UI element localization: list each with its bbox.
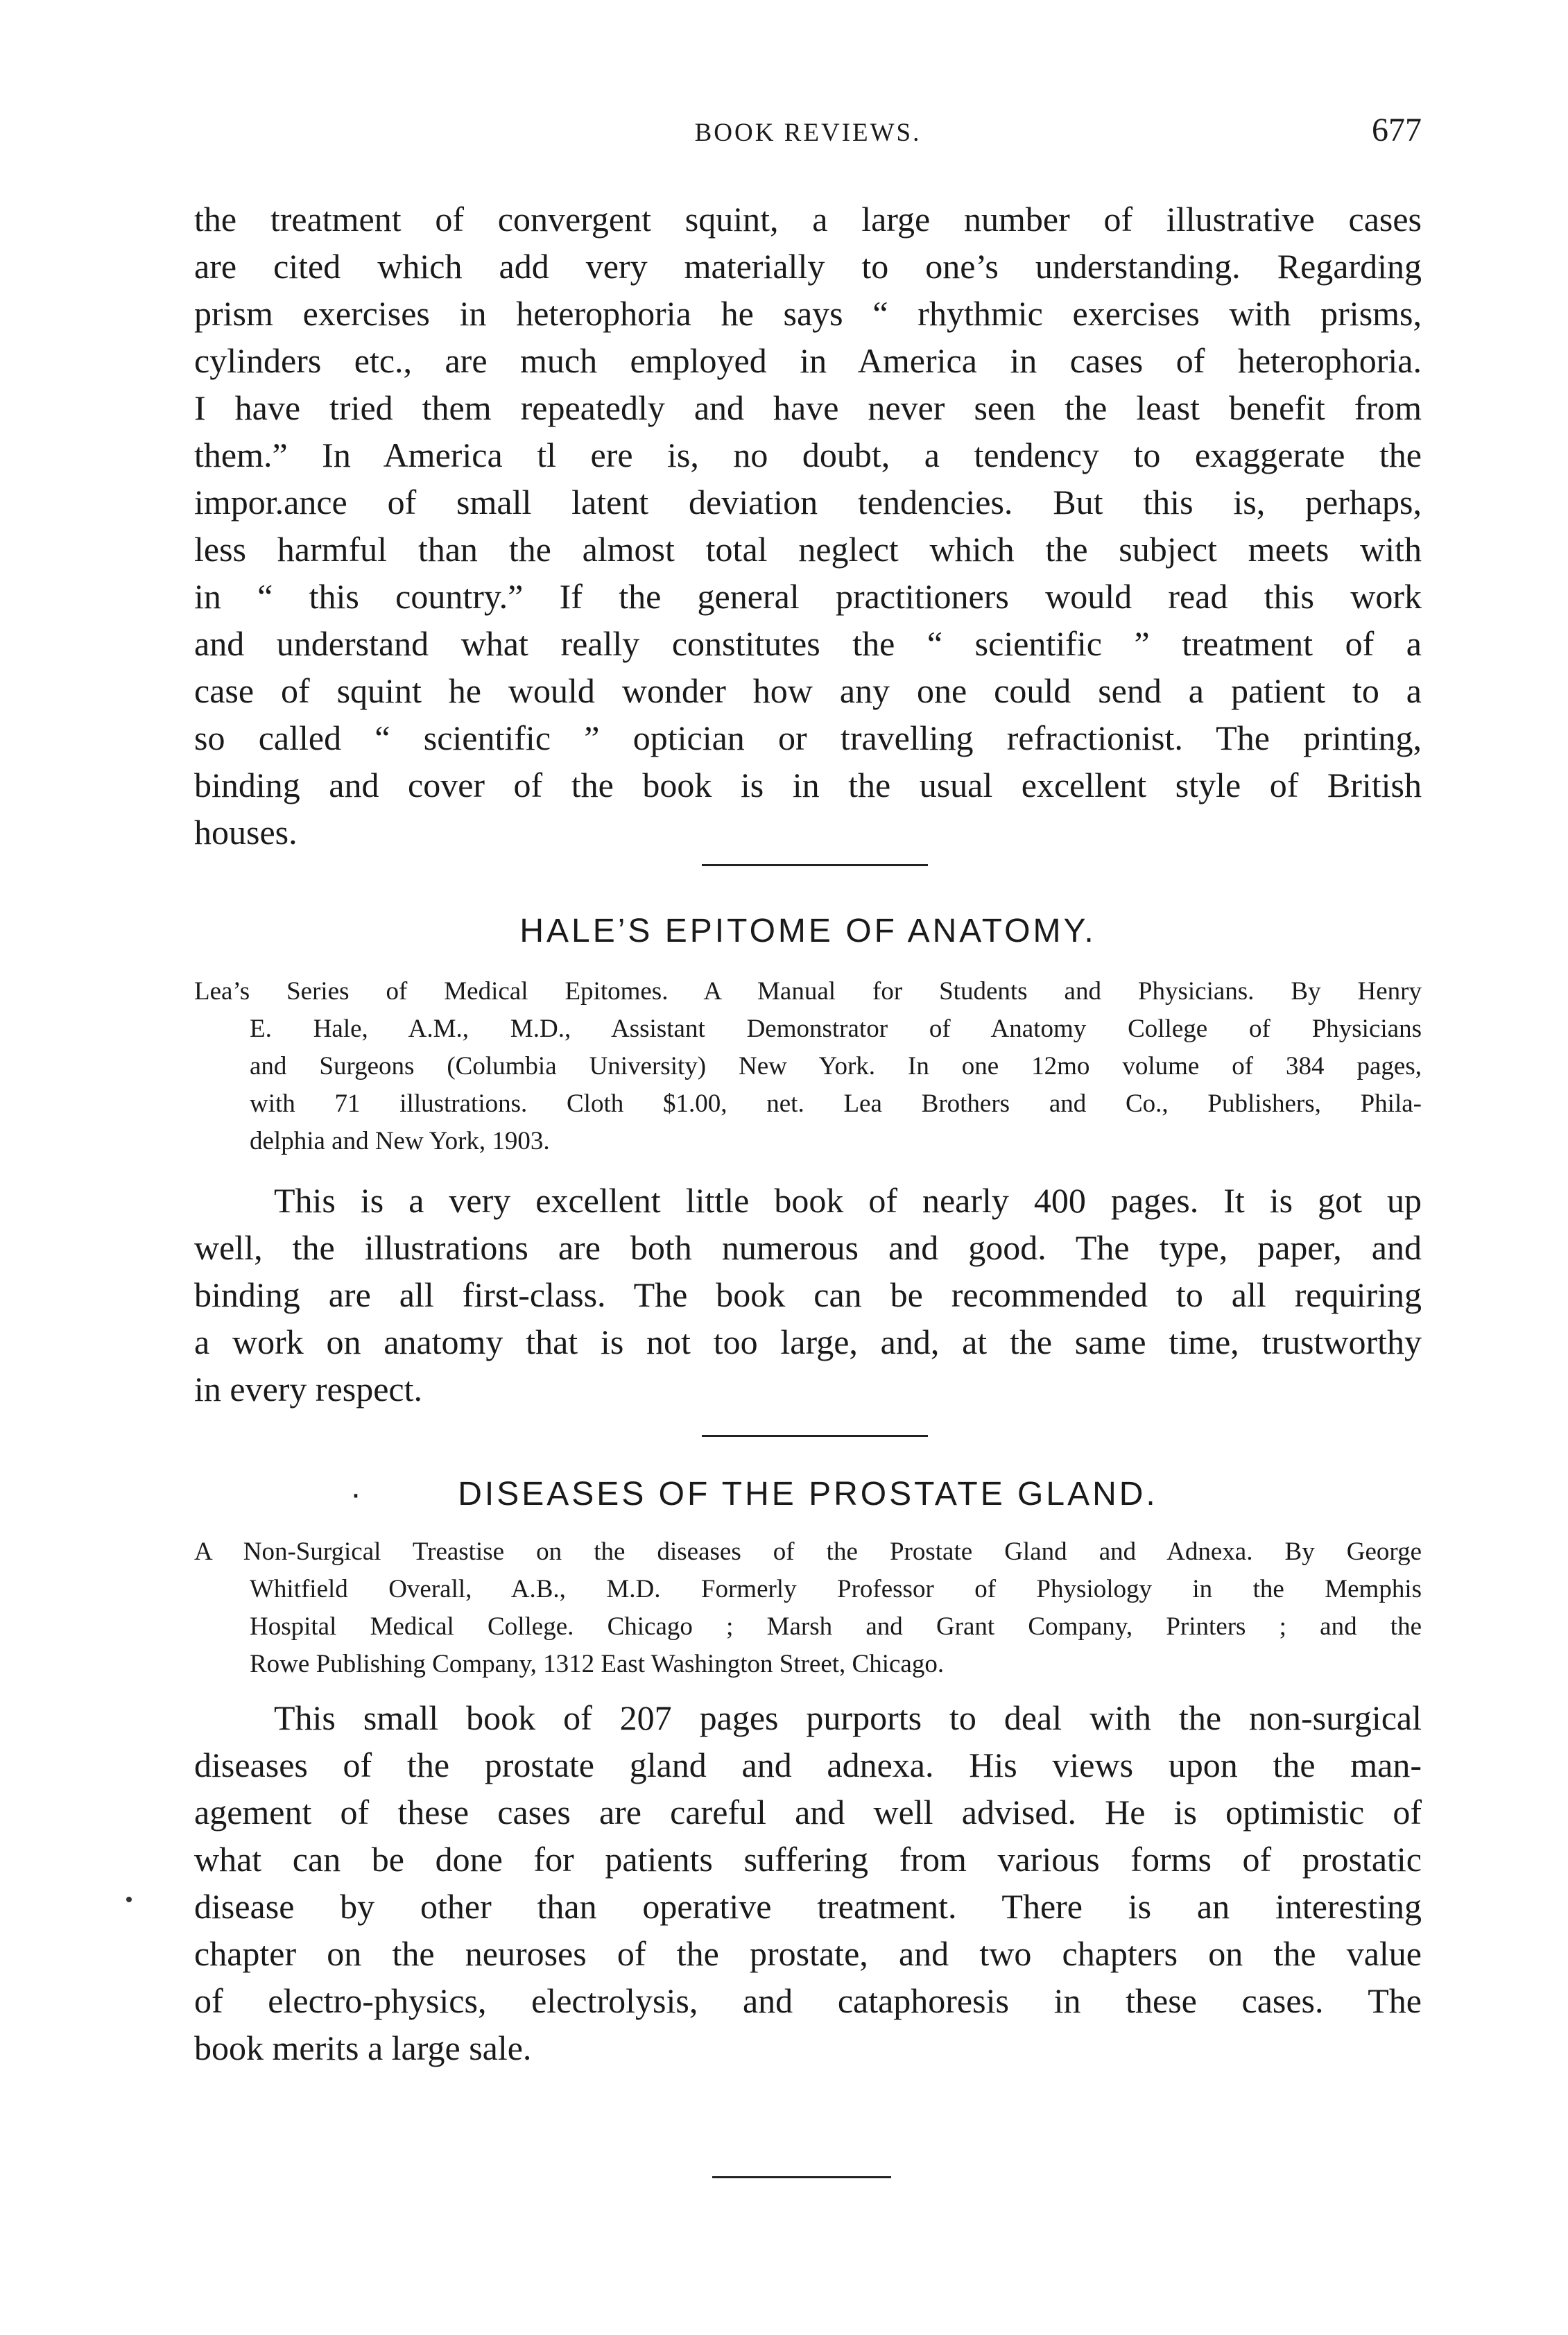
text-line: binding are all first-class. The book can be recommended to all requiring — [194, 1275, 1422, 1314]
review-title-prostate — [194, 1475, 1422, 1513]
bibliographic-entry-prostate — [194, 1533, 1422, 1683]
text-line: cylinders etc., are much employed in America in cases of heterophoria. — [194, 341, 1422, 380]
text-line: houses. — [194, 813, 298, 852]
biblio-line: Lea’s Series of Medical Epitomes. A Manual for Students and Physicians. By Henry — [194, 977, 1422, 1006]
text-line: in “ this country.” If the general practitioners would read this work — [194, 577, 1422, 616]
text-line: diseases of the prostate gland and adnexa. His views upon the man- — [194, 1746, 1422, 1784]
section-divider — [702, 1435, 928, 1437]
biblio-line: delphia and New York, 1903. — [250, 1127, 550, 1155]
text-line: in every respect. — [194, 1370, 423, 1408]
review-title-hale: HALE’S EPITOME OF ANATOMY. — [519, 913, 1096, 949]
text-line: a work on anatomy that is not too large, and, at the same time, trustworthy — [194, 1322, 1422, 1361]
text-line: I have tried them repeatedly and have never seen the least benefit from — [194, 388, 1422, 427]
biblio-line: Whitfield Overall, A.B., M.D. Formerly Professor of Physiology in the Memphis — [250, 1575, 1422, 1603]
text-line: well, the illustrations are both numerous and good. The type, paper, and — [194, 1228, 1422, 1267]
running-title: BOOK REVIEWS. — [694, 119, 922, 147]
review-title-prostate-text: DISEASES OF THE PROSTATE GLAND. — [458, 1476, 1158, 1513]
text-line: what can be done for patients suffering from various forms of prostatic — [194, 1840, 1422, 1879]
text-line: impor.ance of small latent deviation tendencies. But this is, perhaps, — [194, 483, 1422, 522]
text-line: binding and cover of the book is in the usual excellent style of British — [194, 766, 1422, 804]
text-line: of electro-physics, electrolysis, and cataphoresis in these cases. The — [194, 1981, 1422, 2020]
biblio-line: and Surgeons (Columbia University) New York. In one 12mo volume of 384 pages, — [250, 1052, 1422, 1080]
text-line: disease by other than operative treatment. There is an interesting — [194, 1887, 1422, 1926]
running-head — [194, 111, 1422, 166]
biblio-line: E. Hale, A.M., M.D., Assistant Demonstrator of Anatomy College of Physicians — [250, 1015, 1422, 1043]
continuation-paragraph — [194, 196, 1422, 856]
text-line: This small book of 207 pages purports to deal with the non-surgical — [274, 1698, 1422, 1737]
review-body-hale — [194, 1177, 1422, 1413]
text-line: chapter on the neuroses of the prostate, and two chapters on the value — [194, 1934, 1422, 1973]
section-divider — [702, 864, 928, 866]
stray-bullet: · — [350, 1476, 364, 1513]
text-line: so called “ scientific ” optician or travelling refractionist. The printing, — [194, 718, 1422, 757]
biblio-line: with 71 illustrations. Cloth $1.00, net. Lea Brothers and Co., Publishers, Phila- — [250, 1089, 1422, 1118]
bibliographic-entry-hale — [194, 973, 1422, 1160]
text-line: them.” In America tl ere is, no doubt, a tendency to exaggerate the — [194, 436, 1422, 474]
text-line: the treatment of convergent squint, a large number of illustrative cases — [194, 200, 1422, 239]
review-body-prostate — [194, 1694, 1422, 2071]
text-line: This is a very excellent little book of nearly 400 pages. It is got up — [274, 1181, 1422, 1220]
text-line: prism exercises in heterophoria he says “ rhythmic exercises with prisms, — [194, 294, 1422, 333]
text-line: agement of these cases are careful and well advised. He is optimistic of — [194, 1793, 1422, 1832]
biblio-line: Hospital Medical College. Chicago ; Marsh and Grant Company, Printers ; and the — [250, 1612, 1422, 1641]
margin-mark — [126, 1897, 132, 1902]
text-line: are cited which add very materially to one’s understanding. Regarding — [194, 247, 1422, 286]
text-line: book merits a large sale. — [194, 2028, 532, 2067]
text-line: and understand what really constitutes the “ scientific ” treatment of a — [194, 624, 1422, 663]
biblio-line: A Non-Surgical Treastise on the diseases of the Prostate Gland and Adnexa. By George — [194, 1537, 1422, 1566]
biblio-line: Rowe Publishing Company, 1312 East Washington Street, Chicago. — [250, 1650, 945, 1678]
text-line: case of squint he would wonder how any one could send a patient to a — [194, 671, 1422, 710]
text-line: less harmful than the almost total neglect which the subject meets with — [194, 530, 1422, 569]
page-number: 677 — [1372, 112, 1422, 148]
end-divider — [712, 2176, 891, 2178]
